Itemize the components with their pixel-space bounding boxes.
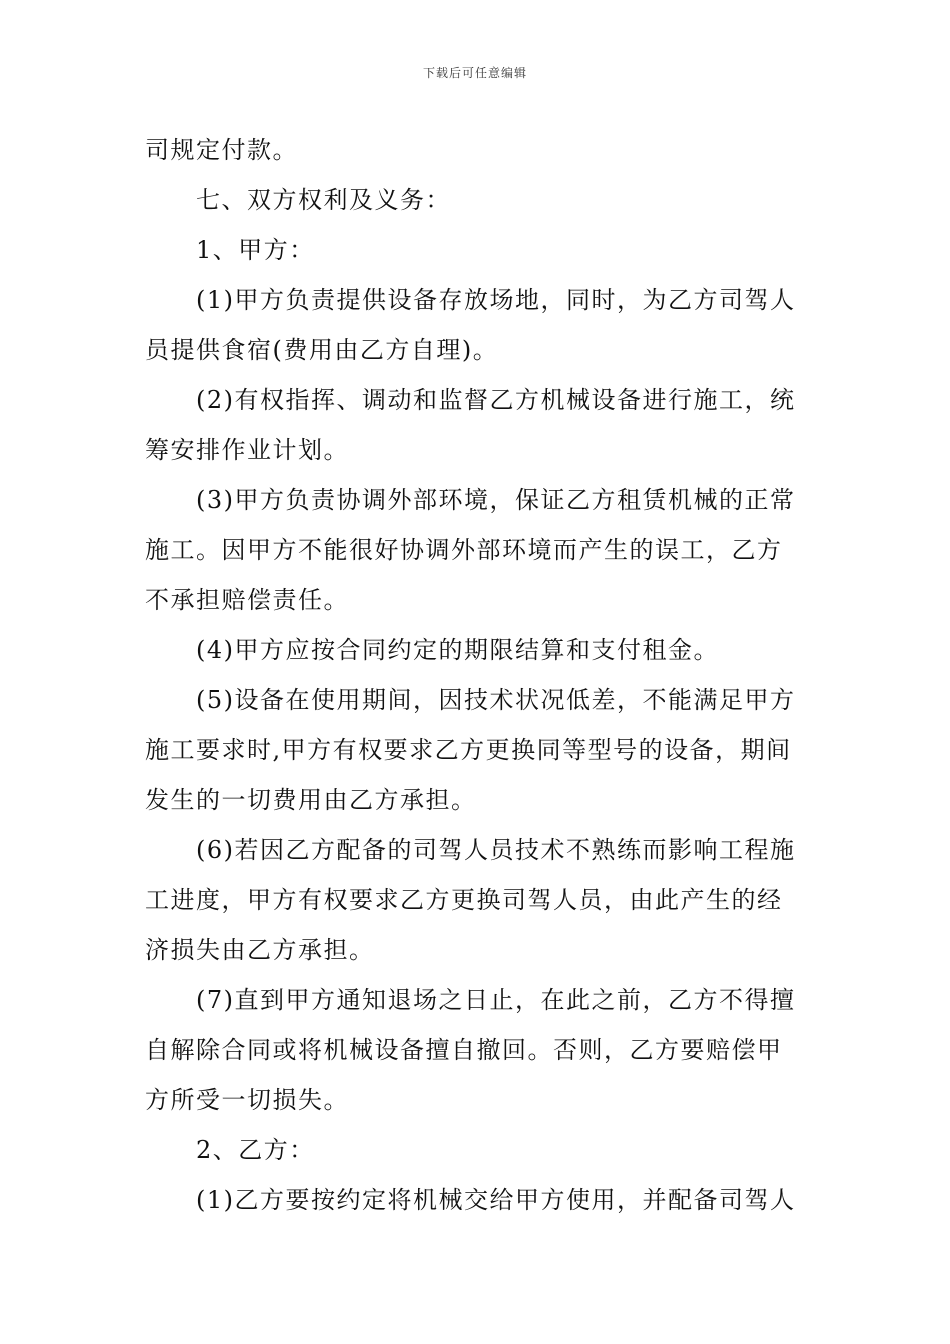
paragraph-line: 司规定付款。 — [145, 136, 298, 164]
paragraph-line: 方所受一切损失。 — [145, 1086, 349, 1114]
paragraph-line: 济损失由乙方承担。 — [145, 936, 375, 964]
paragraph-line: 施工要求时,甲方有权要求乙方更换同等型号的设备，期间 — [145, 736, 792, 764]
page-header: 下载后可任意编辑 — [422, 66, 527, 80]
paragraph-line: (5)设备在使用期间，因技术状况低差，不能满足甲方 — [196, 686, 796, 714]
paragraph-line: 自解除合同或将机械设备擅自撤回。否则，乙方要赔偿甲 — [145, 1036, 783, 1064]
paragraph-line: 员提供食宿(费用由乙方自理)。 — [145, 336, 499, 364]
paragraph-line: 工进度，甲方有权要求乙方更换司驾人员，由此产生的经 — [145, 886, 783, 914]
section-heading: 七、双方权利及义务： — [196, 186, 451, 214]
paragraph-line: (2)有权指挥、调动和监督乙方机械设备进行施工，统 — [196, 386, 796, 414]
paragraph-line: (3)甲方负责协调外部环境，保证乙方租赁机械的正常 — [196, 486, 796, 514]
paragraph-line: (1)乙方要按约定将机械交给甲方使用，并配备司驾人 — [196, 1186, 796, 1214]
paragraph-line: (6)若因乙方配备的司驾人员技术不熟练而影响工程施 — [196, 836, 796, 864]
paragraph-line: (1)甲方负责提供设备存放场地，同时，为乙方司驾人 — [196, 286, 796, 314]
paragraph-line: (7)直到甲方通知退场之日止，在此之前，乙方不得擅 — [196, 986, 796, 1014]
paragraph-line: 发生的一切费用由乙方承担。 — [145, 786, 477, 814]
paragraph-line: (4)甲方应按合同约定的期限结算和支付租金。 — [196, 636, 719, 664]
paragraph-line: 筹安排作业计划。 — [145, 436, 349, 464]
paragraph-line: 施工。因甲方不能很好协调外部环境而产生的误工，乙方 — [145, 536, 783, 564]
subsection-heading: 2、乙方： — [196, 1136, 315, 1164]
paragraph-line: 不承担赔偿责任。 — [145, 586, 349, 614]
subsection-heading: 1、甲方： — [196, 236, 315, 264]
